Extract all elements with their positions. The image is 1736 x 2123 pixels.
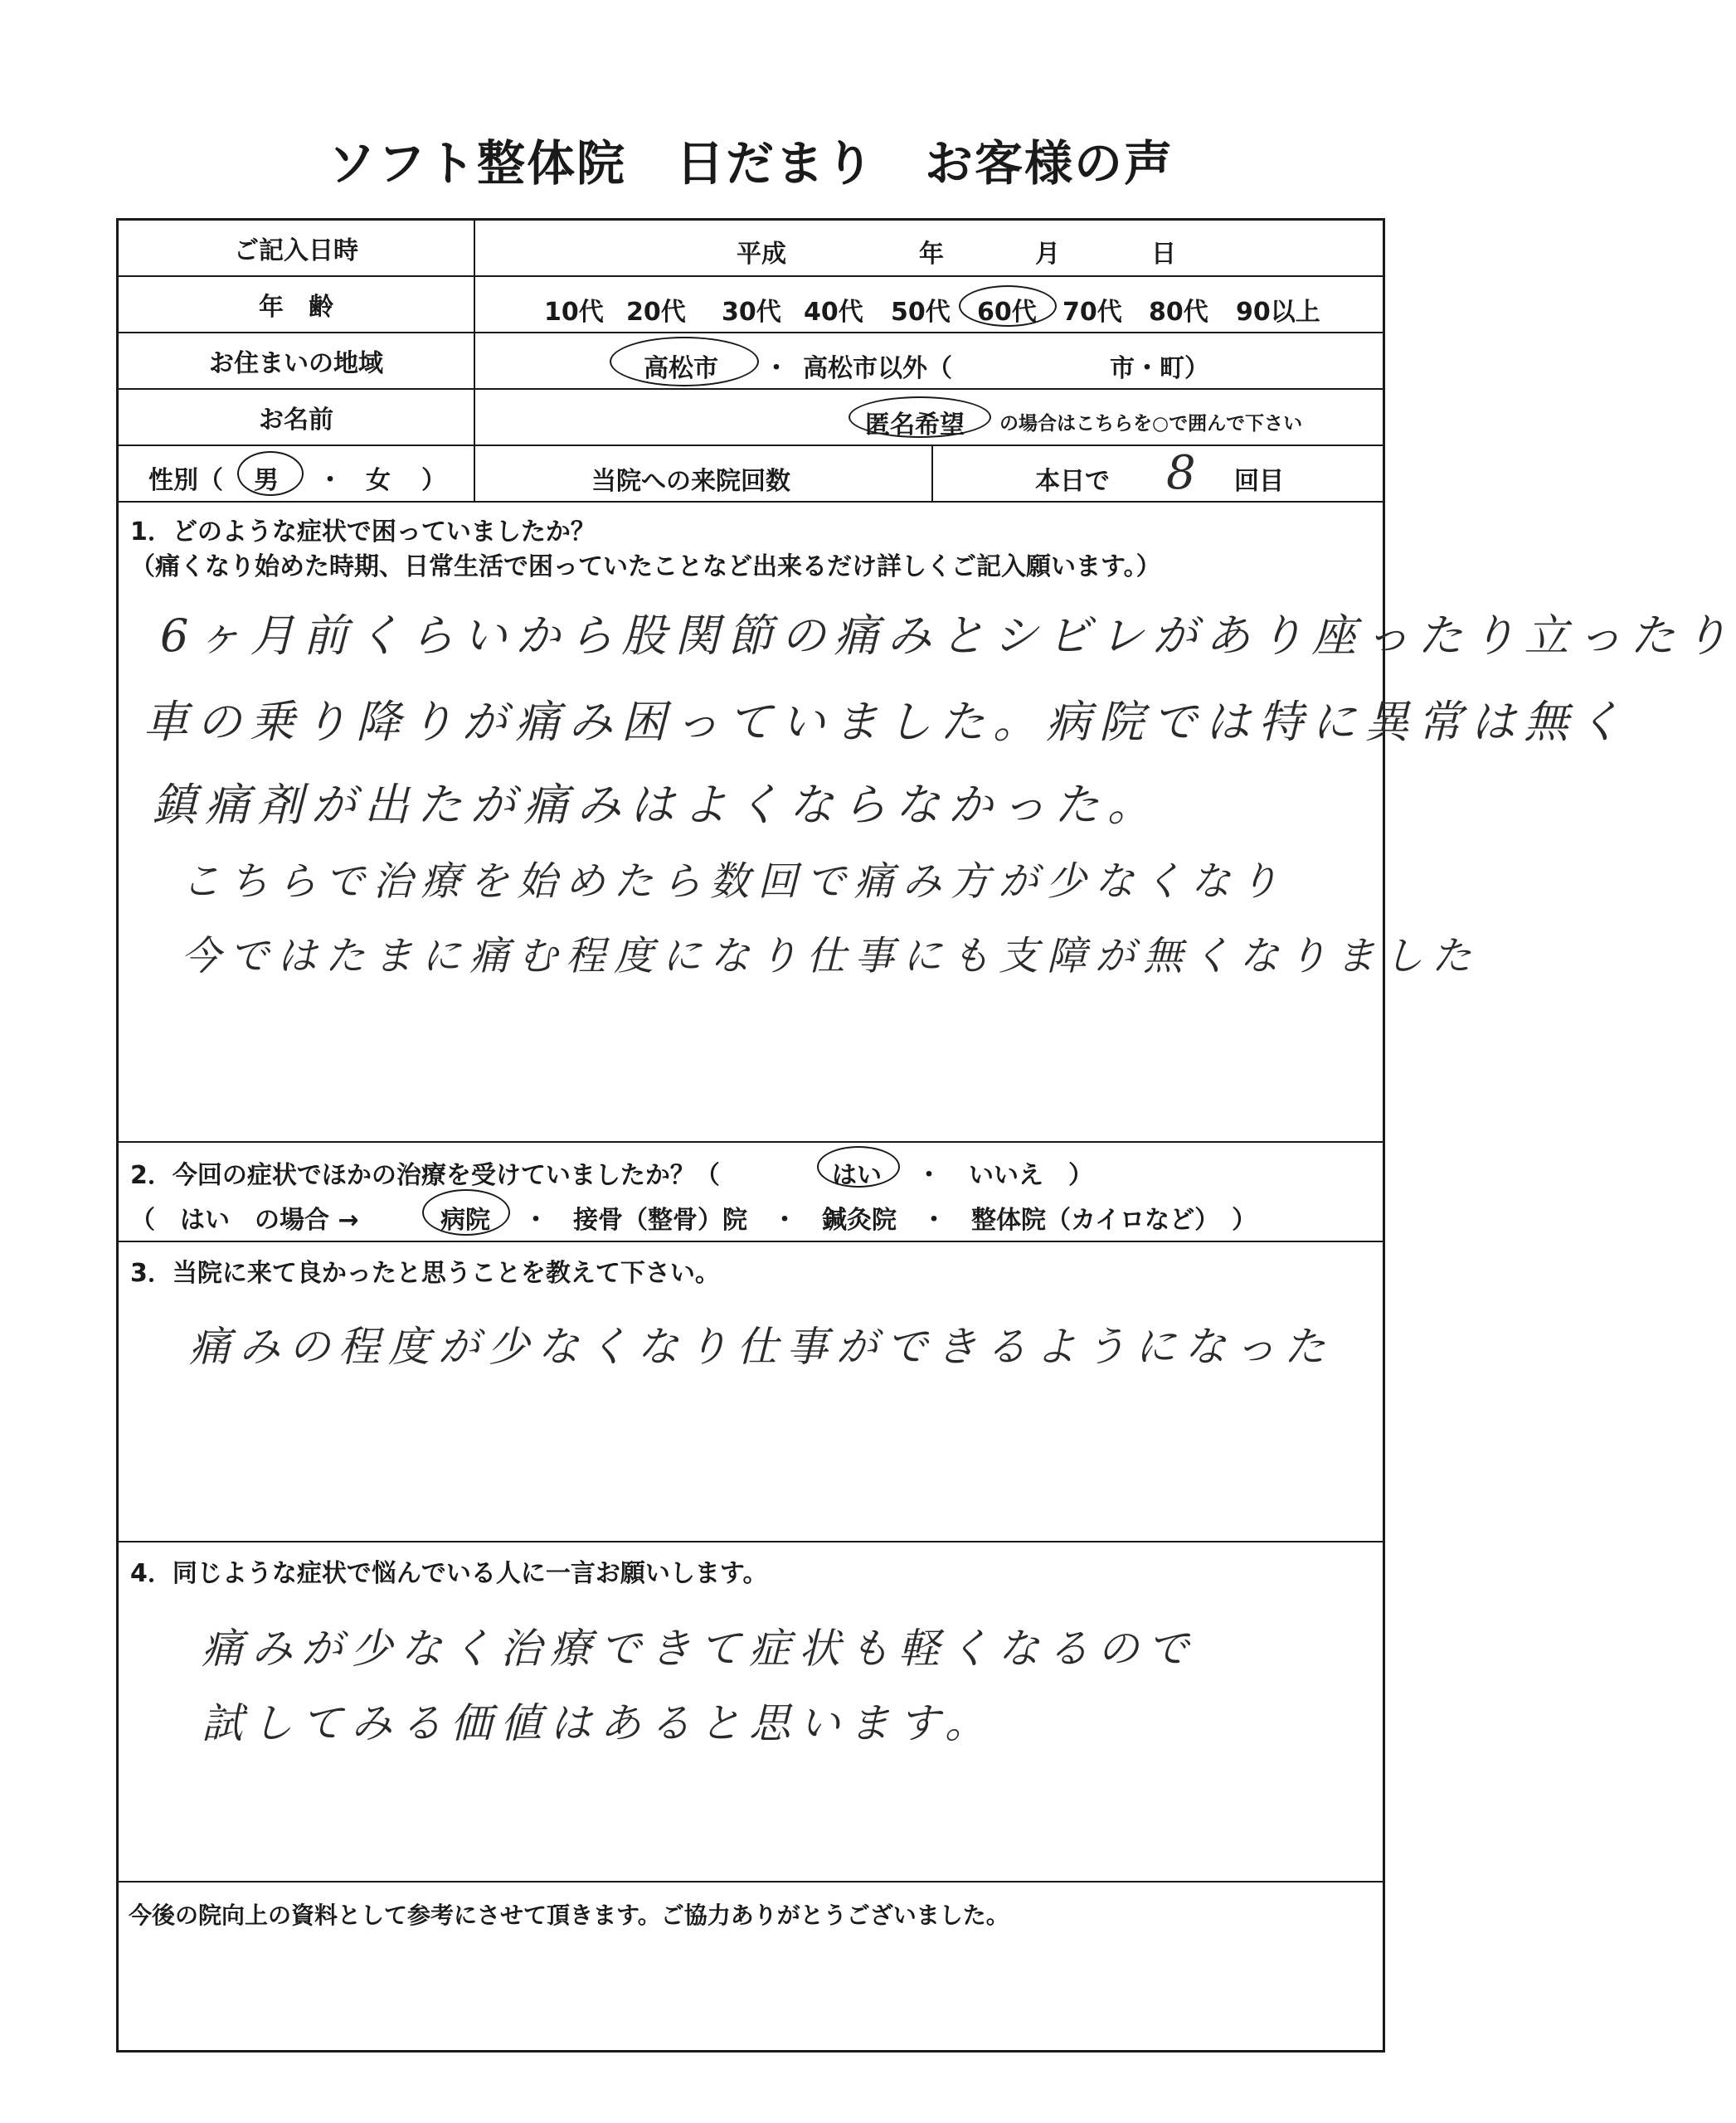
age-option[interactable]: 10代 — [544, 298, 604, 327]
handwritten-answer-line: 6ヶ月前くらいから股関節の痛みとシビレがあり座ったり立ったり — [160, 610, 1736, 662]
selection-circle — [610, 337, 759, 386]
handwritten-answer-line: 痛みの程度が少なくなり仕事ができるようになった — [189, 1323, 1334, 1371]
month-label: 月 — [1035, 240, 1060, 269]
separator-dot: ・ — [764, 354, 789, 383]
handwritten-answer-line: 痛みが少なく治療できて症状も軽くなるので — [202, 1625, 1197, 1673]
q2-option-hospital[interactable]: 病院 — [440, 1206, 490, 1235]
visits-label: 当院への来院回数 — [591, 467, 790, 496]
gender-cell — [119, 446, 475, 501]
footer-note: 今後の院向上の資料として参考にさせて頂きます。ご協力ありがとうございました。 — [129, 1902, 1009, 1929]
q2-option-no[interactable]: いいえ — [969, 1161, 1043, 1190]
area-option-outside[interactable]: 高松市以外（ — [803, 354, 952, 383]
close-paren: ） — [421, 466, 446, 495]
age-option[interactable]: 40代 — [804, 298, 863, 327]
age-option[interactable]: 20代 — [626, 298, 686, 327]
area-option-takamatsu[interactable]: 高松市 — [644, 354, 718, 383]
date-label: ご記入日時 — [119, 221, 475, 275]
question-4 — [119, 1542, 1383, 1883]
anonymous-note: の場合はこちらを○で囲んで下さい — [999, 413, 1303, 435]
area-row — [119, 333, 1383, 390]
date-row — [119, 221, 1383, 277]
year-label: 年 — [919, 240, 944, 269]
separator-dot: ・ — [917, 1161, 941, 1190]
era-label: 平成 — [737, 240, 786, 269]
age-option[interactable]: 30代 — [722, 298, 781, 327]
area-label: お住まいの地域 — [119, 333, 475, 388]
age-option[interactable]: 80代 — [1149, 298, 1208, 327]
selection-circle — [849, 396, 991, 438]
age-option-selected[interactable]: 60代 — [977, 298, 1037, 327]
page-title: ソフト整体院 日だまり お客様の声 — [327, 135, 1174, 192]
day-label: 日 — [1151, 240, 1176, 269]
selection-circle — [817, 1146, 900, 1188]
handwritten-answer-line: 鎮痛剤が出たが痛みはよくならなかった。 — [152, 779, 1160, 831]
question-3 — [119, 1242, 1383, 1542]
name-row — [119, 390, 1383, 446]
question-1 — [119, 503, 1736, 1143]
handwritten-answer-line: こちらで治療を始めたら数回で痛み方が少なくなり — [181, 858, 1287, 905]
cell-divider — [931, 446, 933, 501]
age-label: 年 齢 — [119, 277, 475, 332]
handwritten-answer-line: 車の乗り降りが痛み困っていました。病院では特に異常は無く — [143, 696, 1630, 748]
question-1-title: 1．どのような症状で困っていましたか？ — [130, 517, 596, 547]
age-option[interactable]: 90以上 — [1236, 298, 1320, 327]
anonymous-option[interactable]: 匿名希望 — [865, 411, 965, 440]
today-prefix: 本日で — [1035, 467, 1110, 496]
gender-option-male[interactable]: 男 — [254, 466, 279, 495]
separator-dot: ・ — [318, 466, 343, 495]
survey-form — [116, 218, 1736, 2053]
age-option[interactable]: 70代 — [1063, 298, 1122, 327]
close-paren: ） — [1068, 1161, 1093, 1190]
q2-option-yes[interactable]: はい — [832, 1161, 882, 1190]
q2-if-yes-label: （ はい の場合 → — [130, 1206, 359, 1235]
handwritten-answer-line: 試してみる価値はあると思います。 — [202, 1699, 994, 1747]
question-1-subtitle: （痛くなり始めた時期、日常生活で困っていたことなど出来るだけ詳しくご記入願います。） — [130, 552, 1161, 581]
age-option[interactable]: 50代 — [891, 298, 951, 327]
name-label: お名前 — [119, 390, 475, 445]
gender-option-female[interactable]: 女 — [366, 466, 391, 495]
gender-label: 性別（ — [148, 466, 223, 495]
selection-circle — [237, 451, 304, 496]
question-2 — [119, 1143, 1383, 1242]
visit-suffix: 回目 — [1234, 467, 1284, 496]
city-town-label: 市・町） — [1110, 354, 1209, 383]
question-2-title: 2．今回の症状でほかの治療を受けていましたか？（ — [130, 1161, 720, 1190]
handwritten-answer-line: 今ではたまに痛む程度になり仕事にも支障が無くなりました — [181, 933, 1481, 979]
question-4-title: 4．同じような症状で悩んでいる人に一言お願いします。 — [130, 1559, 768, 1588]
gender-row — [119, 446, 1383, 503]
selection-circle — [959, 285, 1057, 327]
q2-other-options: ・ 接骨（整骨）院 ・ 鍼灸院 ・ 整体院（カイロなど） ） — [523, 1206, 1257, 1235]
footer-row — [119, 1883, 1383, 2053]
question-3-title: 3．当院に来て良かったと思うことを教えて下さい。 — [130, 1259, 720, 1288]
selection-circle — [422, 1189, 510, 1236]
visit-count: 8 — [1166, 446, 1204, 500]
age-row — [119, 277, 1383, 333]
